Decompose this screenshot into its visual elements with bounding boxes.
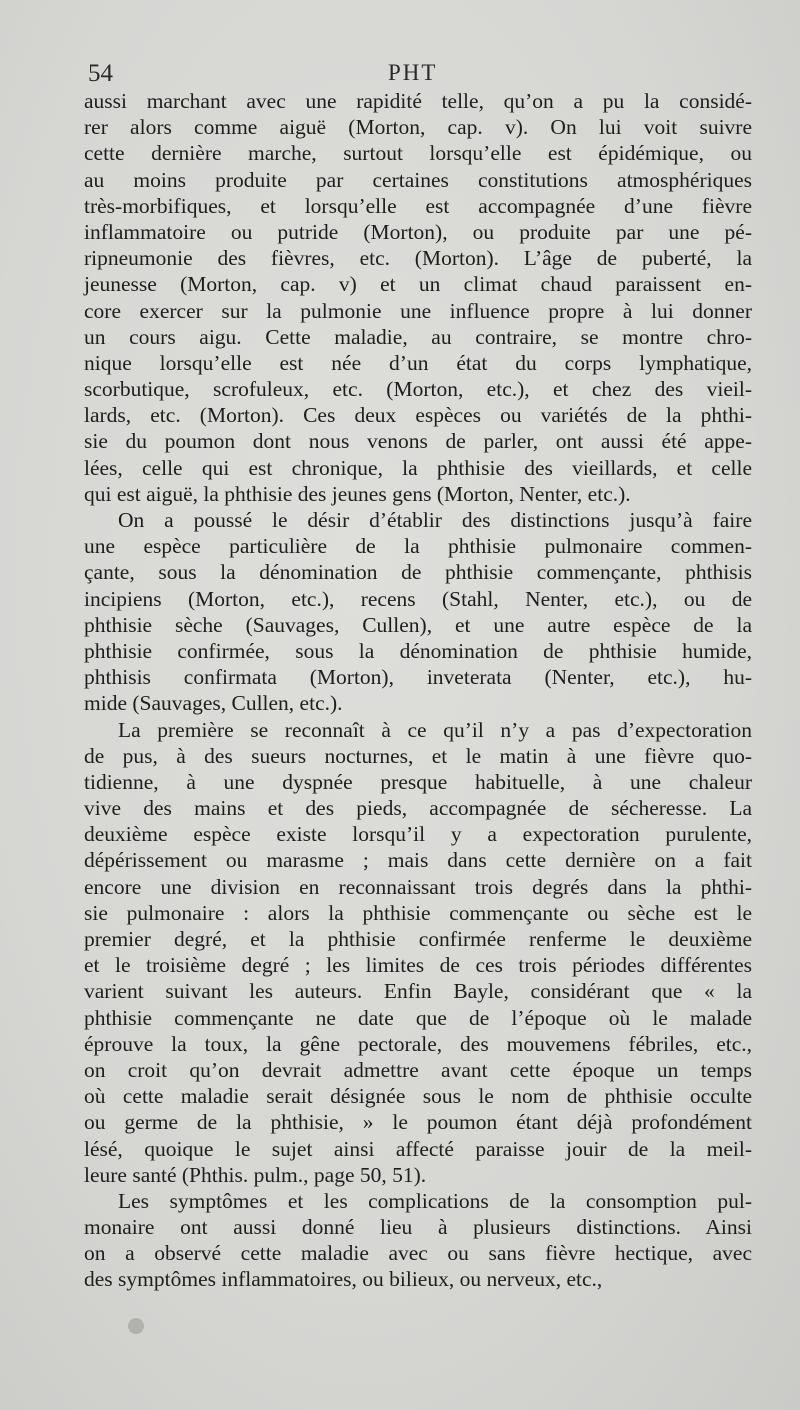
text-line: phthisie sèche (Sauvages, Cullen), et une autre espèce de la xyxy=(84,612,752,637)
text-line: des symptômes inflammatoires, ou bilieux, ou nerveux, etc., xyxy=(84,1267,603,1292)
text-line: tidienne, à une dyspnée presque habituelle, à une chaleur xyxy=(84,769,752,794)
text-line: dépérissement ou marasme ; mais dans cette dernière on a fait xyxy=(84,848,752,873)
text-line: premier degré, et la phthisie confirmée renferme le deuxième xyxy=(84,927,752,951)
text-line: phthisis confirmata (Morton), inveterata (Nenter, etc.), hu- xyxy=(84,665,752,690)
text-line: incipiens (Morton, etc.), recens (Stahl, Nenter, etc.), ou de xyxy=(84,586,752,611)
text-line: ripneumonie des fièvres, etc. (Morton). L’âge de puberté, la xyxy=(84,246,752,271)
text-line: au moins produite par certaines constitutions atmosphériques xyxy=(84,167,752,192)
running-head: PHT xyxy=(388,60,438,85)
text-line: cette dernière marche, surtout lorsqu’elle est épidémique, ou xyxy=(84,141,752,166)
ink-smudge xyxy=(128,1318,144,1334)
body-text xyxy=(84,88,752,1293)
text-line: très-morbifiques, et lorsqu’elle est accompagnée d’une fièvre xyxy=(84,193,752,218)
text-line: où cette maladie serait désignée sous le nom de phthisie occulte xyxy=(84,1084,752,1109)
text-line: On a poussé le désir d’établir des distinctions jusqu’à faire xyxy=(118,508,752,532)
text-line: scorbutique, scrofuleux, etc. (Morton, etc.), et chez des vieil- xyxy=(84,377,752,402)
text-line: aussi marchant avec une rapidité telle, qu’on a pu la considé- xyxy=(84,89,752,113)
text-line: çante, sous la dénomination de phthisie commençante, phthisis xyxy=(84,560,752,585)
text-line: encore une division en reconnaissant trois degrés dans la phthi- xyxy=(84,874,752,899)
text-line: on croit qu’on devrait admettre avant cette époque un temps xyxy=(84,1057,752,1082)
text-line: Les symptômes et les complications de la consomption pul- xyxy=(118,1188,752,1213)
text-line: inflammatoire ou putride (Morton), ou produite par une pé- xyxy=(84,219,752,244)
text-line: éprouve la toux, la gêne pectorale, des mouvemens fébriles, etc., xyxy=(84,1031,752,1056)
page-number: 54 xyxy=(88,60,113,87)
text-line: sie pulmonaire : alors la phthisie commençante ou sèche est le xyxy=(84,900,752,925)
text-line: jeunesse (Morton, cap. v) et un climat chaud paraissent en- xyxy=(84,272,752,297)
text-line: et le troisième degré ; les limites de ces trois périodes différentes xyxy=(84,953,752,978)
text-line: rer alors comme aiguë (Morton, cap. v). On lui voit suivre xyxy=(84,115,752,140)
text-line: nique lorsqu’elle est née d’un état du corps lymphatique, xyxy=(84,350,752,375)
text-line: monaire ont aussi donné lieu à plusieurs distinctions. Ainsi xyxy=(84,1215,752,1240)
text-line: leure santé (Phthis. pulm., page 50, 51). xyxy=(84,1162,427,1187)
text-line: une espèce particulière de la phthisie pulmonaire commen- xyxy=(84,534,752,559)
text-line: sie du poumon dont nous venons de parler, ont aussi été appe- xyxy=(84,429,752,454)
text-line: vive des mains et des pieds, accompagnée de sécheresse. La xyxy=(84,796,752,821)
text-line: phthisie confirmée, sous la dénomination de phthisie humide, xyxy=(84,638,752,663)
text-line: varient suivant les auteurs. Enfin Bayle, considérant que « la xyxy=(84,979,752,1004)
text-line: qui est aiguë, la phthisie des jeunes gens (Morton, Nenter, etc.). xyxy=(84,481,631,506)
text-line: on a observé cette maladie avec ou sans fièvre hectique, avec xyxy=(84,1241,752,1266)
text-line: mide (Sauvages, Cullen, etc.). xyxy=(84,691,343,716)
text-line: deuxième espèce existe lorsqu’il y a expectoration purulente, xyxy=(84,822,752,847)
text-line: lards, etc. (Morton). Ces deux espèces ou variétés de la phthi- xyxy=(84,403,752,428)
text-line: un cours aigu. Cette maladie, au contraire, se montre chro- xyxy=(84,324,752,349)
text-line: lées, celle qui est chronique, la phthisie des vieillards, et celle xyxy=(84,455,752,480)
text-line: ou germe de la phthisie, » le poumon étant déjà profondément xyxy=(84,1110,752,1135)
text-line: de pus, à des sueurs nocturnes, et le matin à une fièvre quo- xyxy=(84,743,752,768)
text-line: phthisie commençante ne date que de l’époque où le malade xyxy=(84,1005,752,1030)
text-line: La première se reconnaît à ce qu’il n’y a pas d’expectoration xyxy=(118,717,752,742)
text-line: lésé, quoique le sujet ainsi affecté paraisse jouir de la meil- xyxy=(84,1136,752,1161)
text-line: core exercer sur la pulmonie une influence propre à lui donner xyxy=(84,298,752,323)
